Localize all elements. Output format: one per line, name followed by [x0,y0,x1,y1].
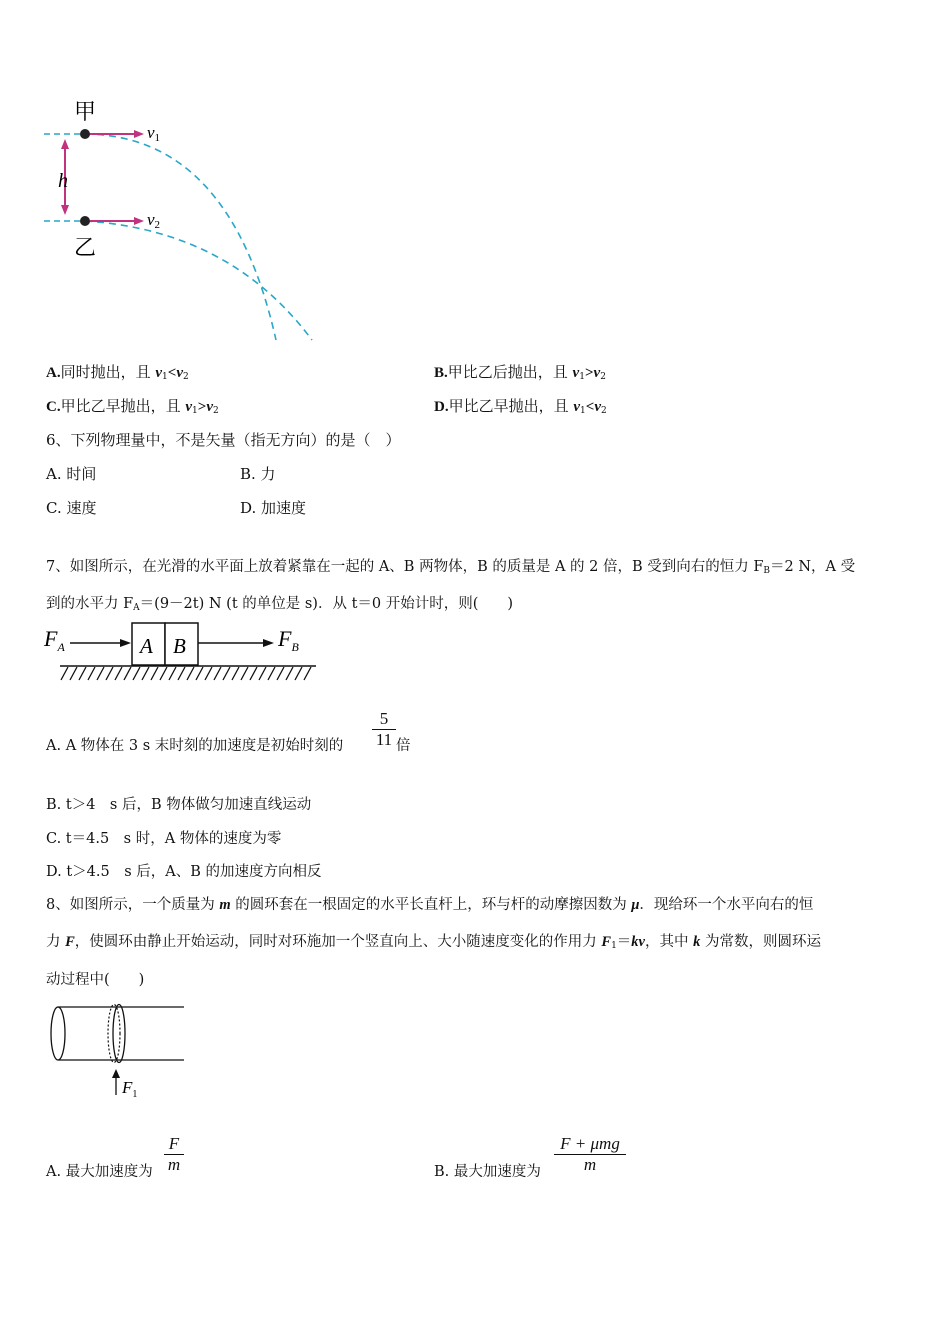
f1-label: $F_1$ [122,1078,138,1100]
q5-option-c: C.甲比乙早抛出，且 $v_1>v_2$ [46,397,219,416]
q7-option-a-fraction: 5 11 [372,709,396,750]
ball-yi [80,216,90,226]
q7-option-b: B. t＞4 s 后，B 物体做匀加速直线运动 [46,797,312,813]
ball-jia [80,129,90,139]
q6-option-c: C. 速度 [46,499,97,517]
q6-option-b: B. 力 [240,465,276,483]
projectile-figure [40,95,330,350]
q8-option-a-fraction: F m [164,1134,184,1175]
q8-stem-line3: 动过程中( ) [46,972,145,988]
q5-option-d: D.甲比乙早抛出，且 $v_1<v_2$ [434,397,607,416]
fb-arrow-icon [263,639,274,647]
ring-front [113,1005,125,1063]
ring-back [108,1005,120,1063]
blocks-figure [40,618,320,686]
q6-option-a: A. 时间 [46,465,97,483]
q8-option-b-fraction: F + μmg m [554,1134,626,1175]
q8-option-a: A. 最大加速度为 [46,1164,153,1180]
q8-option-b: B. 最大加速度为 [434,1164,541,1180]
f1-arrow-icon [112,1069,120,1078]
q8-stem-line2: 力 F，使圆环由静止开始运动，同时对环施加一个竖直向上、大小随速度变化的作用力 $F_1=kv$，其中 k 为常数，则圆环运 [46,934,821,951]
fa-arrow-icon [120,639,131,647]
q5-option-b: B.甲比乙后抛出，且 $v_1>v_2$ [434,363,606,382]
label-v1: v1 [147,123,161,144]
ring-rod-figure [44,998,194,1103]
q8-stem-line1: 8、如图所示，一个质量为 m 的圆环套在一根固定的水平长直杆上，环与杆的动摩擦因数为 μ．现给环一个水平向右的恒 [46,897,814,913]
q7-option-d: D. t＞4.5 s 后，A、B 的加速度方向相反 [46,864,322,880]
q7-stem-line2: 到的水平力 $F_A=(9-2t)$ N (t 的单位是 s)．从 t＝0 开始计时，则( ) [46,596,514,613]
fa-label: $F_A$ [44,626,65,654]
block-a-label: A [140,634,153,658]
label-v2: v2 [147,210,161,231]
q7-stem-line1: 7、如图所示，在光滑的水平面上放着紧靠在一起的 A、B 两物体，B 的质量是 A 的 2 倍，B 受到向右的恒力 $F_B=2$ N，A 受 [46,559,856,576]
q7-option-c: C. t＝4.5 s 时，A 物体的速度为零 [46,831,282,847]
label-jia: 甲 [74,100,97,125]
q6-stem: 6、下列物理量中，不是矢量（指无方向）的是（ ） [46,431,401,449]
q7-option-a-suffix: 倍 [396,738,411,754]
rod-end [51,1007,65,1060]
fb-label: $F_B$ [278,626,299,654]
label-yi: 乙 [74,236,97,261]
q6-option-d: D. 加速度 [240,499,307,517]
q7-option-a: A. A 物体在 3 s 末时刻的加速度是初始时刻的 [46,738,344,754]
q5-option-a: A.同时抛出，且 $v_1<v_2$ [46,363,189,382]
label-h: h [58,170,68,192]
block-b-label: B [173,634,186,658]
